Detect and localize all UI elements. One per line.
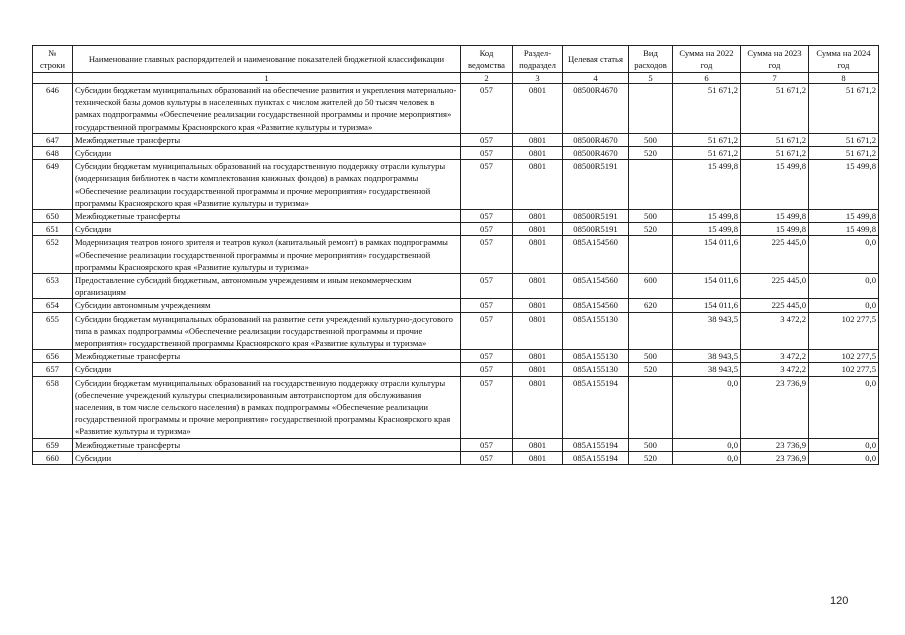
section-cell: 0801 [513, 438, 563, 451]
column-number-row [33, 73, 879, 84]
section-cell: 0801 [513, 236, 563, 274]
row-number-cell: 647 [33, 133, 73, 146]
section-cell: 0801 [513, 210, 563, 223]
dept-code-cell: 057 [461, 438, 513, 451]
sum-2022-cell: 15 499,8 [673, 223, 741, 236]
sum-2024-cell: 102 277,5 [809, 363, 879, 376]
row-name-cell: Субсидии [73, 451, 461, 464]
header-name: Наименование главных распорядителей и наименование показателей бюджетной классификации [73, 46, 461, 73]
dept-code-cell: 057 [461, 147, 513, 160]
section-cell: 0801 [513, 312, 563, 350]
table-row [33, 376, 879, 438]
header-row-no: № строки [33, 46, 73, 73]
dept-code-cell: 057 [461, 451, 513, 464]
table-row [33, 451, 879, 464]
target-cell: 085A154560 [563, 299, 629, 312]
section-cell: 0801 [513, 223, 563, 236]
sum-2024-cell: 51 671,2 [809, 84, 879, 134]
sum-2022-cell: 51 671,2 [673, 147, 741, 160]
section-cell: 0801 [513, 160, 563, 210]
target-cell: 08500R4670 [563, 147, 629, 160]
target-cell: 08500R5191 [563, 210, 629, 223]
sum-2024-cell: 15 499,8 [809, 160, 879, 210]
page-number: 120 [830, 595, 849, 607]
target-cell: 085A155130 [563, 350, 629, 363]
sum-2022-cell: 38 943,5 [673, 363, 741, 376]
row-name-cell: Модернизация театров юного зрителя и театров кукол (капитальный ремонт) в рамках подпрограммы «Обеспечение реализации государственной программы и прочие мероприятия» государственной программы Красноярского края «Развитие культуры и туризма» [73, 236, 461, 274]
sum-2023-cell: 225 445,0 [741, 236, 809, 274]
sum-2024-cell: 51 671,2 [809, 147, 879, 160]
sum-2024-cell: 15 499,8 [809, 210, 879, 223]
expense-type-cell: 520 [629, 147, 673, 160]
sum-2023-cell: 23 736,9 [741, 438, 809, 451]
expense-type-cell: 620 [629, 299, 673, 312]
table-row [33, 223, 879, 236]
dept-code-cell: 057 [461, 363, 513, 376]
header-sum-2022: Сумма на 2022 год [673, 46, 741, 73]
row-number-cell: 646 [33, 84, 73, 134]
sum-2022-cell: 51 671,2 [673, 133, 741, 146]
column-number: 1 [73, 73, 461, 84]
table-header-row [33, 46, 879, 73]
section-cell: 0801 [513, 350, 563, 363]
table-row [33, 274, 879, 299]
dept-code-cell: 057 [461, 133, 513, 146]
sum-2022-cell: 38 943,5 [673, 312, 741, 350]
row-name-cell: Межбюджетные трансферты [73, 350, 461, 363]
target-cell: 08500R5191 [563, 223, 629, 236]
row-number-cell: 648 [33, 147, 73, 160]
dept-code-cell: 057 [461, 160, 513, 210]
table-row [33, 363, 879, 376]
expense-type-cell [629, 312, 673, 350]
column-number: 6 [673, 73, 741, 84]
column-number: 2 [461, 73, 513, 84]
table-row [33, 350, 879, 363]
expense-type-cell [629, 160, 673, 210]
target-cell: 085A155194 [563, 438, 629, 451]
sum-2023-cell: 3 472,2 [741, 363, 809, 376]
header-expense-type: Вид расходов [629, 46, 673, 73]
sum-2022-cell: 15 499,8 [673, 160, 741, 210]
dept-code-cell: 057 [461, 299, 513, 312]
sum-2022-cell: 154 011,6 [673, 299, 741, 312]
row-number-cell: 653 [33, 274, 73, 299]
sum-2023-cell: 225 445,0 [741, 274, 809, 299]
dept-code-cell: 057 [461, 274, 513, 299]
row-name-cell: Субсидии бюджетам муниципальных образований на государственную поддержку отрасли культуры (модернизация библиотек в части комплектования книжных фондов) в рамках подпрограммы «Обеспечение реализации государственной программы и прочие мероприятия» государственной программы Красноярского края «Развитие культуры и туризма» [73, 160, 461, 210]
table-row [33, 210, 879, 223]
row-name-cell: Предоставление субсидий бюджетным, автономным учреждениям и иным некоммерческим организациям [73, 274, 461, 299]
dept-code-cell: 057 [461, 350, 513, 363]
expense-type-cell: 500 [629, 133, 673, 146]
row-number-cell: 654 [33, 299, 73, 312]
table-row [33, 160, 879, 210]
target-cell: 085A154560 [563, 274, 629, 299]
row-number-cell: 660 [33, 451, 73, 464]
column-number: 5 [629, 73, 673, 84]
table-row [33, 299, 879, 312]
expense-type-cell: 520 [629, 363, 673, 376]
sum-2022-cell: 38 943,5 [673, 350, 741, 363]
expense-type-cell: 500 [629, 350, 673, 363]
expense-type-cell: 500 [629, 438, 673, 451]
expense-type-cell: 500 [629, 210, 673, 223]
expense-type-cell [629, 236, 673, 274]
table-row [33, 312, 879, 350]
target-cell: 085A155130 [563, 312, 629, 350]
header-target: Целевая статья [563, 46, 629, 73]
column-number: 3 [513, 73, 563, 84]
expense-type-cell: 520 [629, 451, 673, 464]
row-number-cell: 651 [33, 223, 73, 236]
row-name-cell: Субсидии [73, 223, 461, 236]
sum-2022-cell: 0,0 [673, 438, 741, 451]
sum-2023-cell: 15 499,8 [741, 160, 809, 210]
table-row [33, 438, 879, 451]
target-cell: 08500R4670 [563, 84, 629, 134]
sum-2024-cell: 0,0 [809, 438, 879, 451]
sum-2024-cell: 0,0 [809, 451, 879, 464]
sum-2023-cell: 3 472,2 [741, 350, 809, 363]
sum-2023-cell: 225 445,0 [741, 299, 809, 312]
row-number-cell: 658 [33, 376, 73, 438]
sum-2024-cell: 51 671,2 [809, 133, 879, 146]
sum-2023-cell: 15 499,8 [741, 223, 809, 236]
row-number-cell: 657 [33, 363, 73, 376]
section-cell: 0801 [513, 451, 563, 464]
target-cell: 08500R5191 [563, 160, 629, 210]
sum-2024-cell: 102 277,5 [809, 312, 879, 350]
sum-2024-cell: 0,0 [809, 236, 879, 274]
dept-code-cell: 057 [461, 84, 513, 134]
sum-2023-cell: 51 671,2 [741, 84, 809, 134]
column-number: 4 [563, 73, 629, 84]
row-number-cell: 659 [33, 438, 73, 451]
dept-code-cell: 057 [461, 236, 513, 274]
row-number-cell: 649 [33, 160, 73, 210]
sum-2024-cell: 0,0 [809, 299, 879, 312]
column-number: 7 [741, 73, 809, 84]
section-cell: 0801 [513, 147, 563, 160]
row-number-cell: 650 [33, 210, 73, 223]
sum-2024-cell: 0,0 [809, 274, 879, 299]
budget-table [32, 45, 879, 465]
column-number: 8 [809, 73, 879, 84]
table-row [33, 236, 879, 274]
row-name-cell: Субсидии бюджетам муниципальных образований на обеспечение развития и укрепления материально-технической базы домов культуры в населенных пунктах с числом жителей до 50 тысяч человек в рамках подпрограммы «Обеспечение реализации государственной программы и прочие мероприятия» государственной программы Красноярского края «Развитие культуры и туризма» [73, 84, 461, 134]
target-cell: 08500R4670 [563, 133, 629, 146]
section-cell: 0801 [513, 274, 563, 299]
sum-2023-cell: 3 472,2 [741, 312, 809, 350]
target-cell: 085A155194 [563, 451, 629, 464]
dept-code-cell: 057 [461, 223, 513, 236]
sum-2022-cell: 51 671,2 [673, 84, 741, 134]
expense-type-cell [629, 376, 673, 438]
expense-type-cell [629, 84, 673, 134]
sum-2022-cell: 154 011,6 [673, 274, 741, 299]
row-number-cell: 655 [33, 312, 73, 350]
table-body [33, 84, 879, 465]
section-cell: 0801 [513, 363, 563, 376]
dept-code-cell: 057 [461, 376, 513, 438]
row-name-cell: Субсидии [73, 147, 461, 160]
target-cell: 085A155194 [563, 376, 629, 438]
section-cell: 0801 [513, 84, 563, 134]
sum-2023-cell: 23 736,9 [741, 376, 809, 438]
sum-2023-cell: 15 499,8 [741, 210, 809, 223]
table-row [33, 147, 879, 160]
sum-2023-cell: 23 736,9 [741, 451, 809, 464]
row-name-cell: Субсидии [73, 363, 461, 376]
sum-2022-cell: 15 499,8 [673, 210, 741, 223]
dept-code-cell: 057 [461, 312, 513, 350]
header-sum-2024: Сумма на 2024 год [809, 46, 879, 73]
row-name-cell: Субсидии бюджетам муниципальных образований на государственную поддержку отрасли культуры (обеспечение учреждений культуры специализированным автотранспортом для обслуживания населения, в том числе сельского населения) в рамках подпрограммы «Обеспечение реализации государственной программы и прочие мероприятия» государственной программы Красноярского края «Развитие культуры и туризма» [73, 376, 461, 438]
target-cell: 085A154560 [563, 236, 629, 274]
sum-2023-cell: 51 671,2 [741, 133, 809, 146]
row-name-cell: Субсидии бюджетам муниципальных образований на развитие сети учреждений культурно-досугового типа в рамках подпрограммы «Обеспечение реализации государственной программы и прочие мероприятия» государственной программы Красноярского края «Развитие культуры и туризма» [73, 312, 461, 350]
row-name-cell: Межбюджетные трансферты [73, 210, 461, 223]
header-section: Раздел-подраздел [513, 46, 563, 73]
sum-2022-cell: 154 011,6 [673, 236, 741, 274]
sum-2022-cell: 0,0 [673, 451, 741, 464]
expense-type-cell: 600 [629, 274, 673, 299]
expense-type-cell: 520 [629, 223, 673, 236]
section-cell: 0801 [513, 376, 563, 438]
header-dept-code: Код ведомства [461, 46, 513, 73]
row-name-cell: Межбюджетные трансферты [73, 133, 461, 146]
sum-2023-cell: 51 671,2 [741, 147, 809, 160]
row-number-cell: 656 [33, 350, 73, 363]
row-name-cell: Субсидии автономным учреждениям [73, 299, 461, 312]
row-number-cell: 652 [33, 236, 73, 274]
sum-2024-cell: 15 499,8 [809, 223, 879, 236]
header-sum-2023: Сумма на 2023 год [741, 46, 809, 73]
sum-2024-cell: 0,0 [809, 376, 879, 438]
table-row [33, 133, 879, 146]
section-cell: 0801 [513, 299, 563, 312]
target-cell: 085A155130 [563, 363, 629, 376]
table-row [33, 84, 879, 134]
row-name-cell: Межбюджетные трансферты [73, 438, 461, 451]
column-number-blank [33, 73, 73, 84]
sum-2022-cell: 0,0 [673, 376, 741, 438]
sum-2024-cell: 102 277,5 [809, 350, 879, 363]
section-cell: 0801 [513, 133, 563, 146]
dept-code-cell: 057 [461, 210, 513, 223]
